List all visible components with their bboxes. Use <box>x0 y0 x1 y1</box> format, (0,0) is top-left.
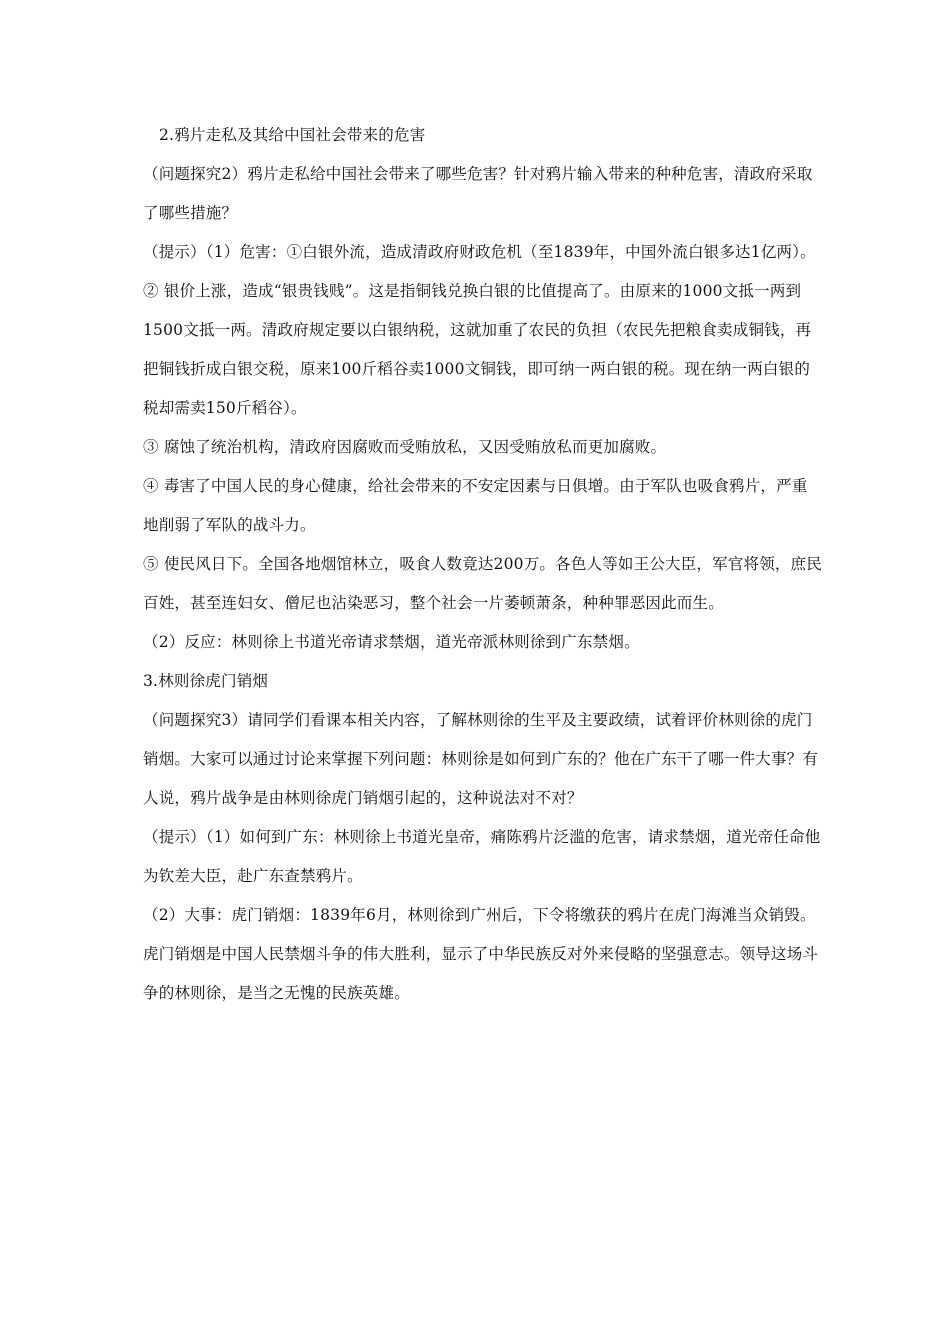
hint-paragraph-response: （2）反应：林则徐上书道光帝请求禁烟，道光帝派林则徐到广东禁烟。 <box>143 633 640 651</box>
section-heading-2: 2.鸦片走私及其给中国社会带来的危害 <box>159 126 426 144</box>
question-paragraph-2: （问题探究2）鸦片走私给中国社会带来了哪些危害？针对鸦片输入带来的种种危害，清政府采取了哪些措施？ <box>143 165 813 222</box>
hint-paragraph-harm-4: ④ 毒害了中国人民的身心健康，给社会带来的不安定因素与日俱增。由于军队也吸食鸦片，严重地削弱了军队的战斗力。 <box>143 477 808 534</box>
section-heading-3: 3.林则徐虎门销烟 <box>143 672 269 690</box>
hint-paragraph-harm-5: ⑤ 使民风日下。全国各地烟馆林立，吸食人数竟达200万。各色人等如王公大臣，军官将领，庶民百姓，甚至连妇女、僧尼也沾染恶习，整个社会一片萎顿萧条，种种罪恶因此而生。 <box>143 555 823 612</box>
document-body <box>143 116 823 1013</box>
hint-paragraph-harm-1: （提示）（1）危害：①白银外流，造成清政府财政危机（至1839年，中国外流白银多达1亿两）。 <box>143 243 816 261</box>
hint-paragraph-harm-3: ③ 腐蚀了统治机构，清政府因腐败而受贿放私，又因受贿放私而更加腐败。 <box>143 438 667 456</box>
hint-paragraph-humen: （2）大事：虎门销烟：1839年6月，林则徐到广州后，下令将缴获的鸦片在虎门海滩当众销毁。虎门销烟是中国人民禁烟斗争的伟大胜利，显示了中华民族反对外来侵略的坚强意志。领导这场斗争的林则徐，是当之无愧的民族英雄。 <box>143 906 819 1002</box>
question-paragraph-3: （问题探究3）请同学们看课本相关内容，了解林则徐的生平及主要政绩，试着评价林则徐的虎门销烟。大家可以通过讨论来掌握下列问题：林则徐是如何到广东的？他在广东干了哪一件大事？有人说，鸦片战争是由林则徐虎门销烟引起的，这种说法对不对？ <box>143 711 819 807</box>
hint-paragraph-harm-2: ② 银价上涨，造成“银贵钱贱”。这是指铜钱兑换白银的比值提高了。由原来的1000文抵一两到1500文抵一两。清政府规定要以白银纳税，这就加重了农民的负担（农民先把粮食卖成铜钱，再把铜钱折成白银交税，原来100斤稻谷卖1000文铜钱，即可纳一两白银的税。现在纳一两白银的税却需卖150斤稻谷）。 <box>143 282 812 417</box>
hint-paragraph-guangdong: （提示）（1）如何到广东：林则徐上书道光皇帝，痛陈鸦片泛滥的危害，请求禁烟，道光帝任命他为钦差大臣，赴广东查禁鸦片。 <box>143 828 821 885</box>
